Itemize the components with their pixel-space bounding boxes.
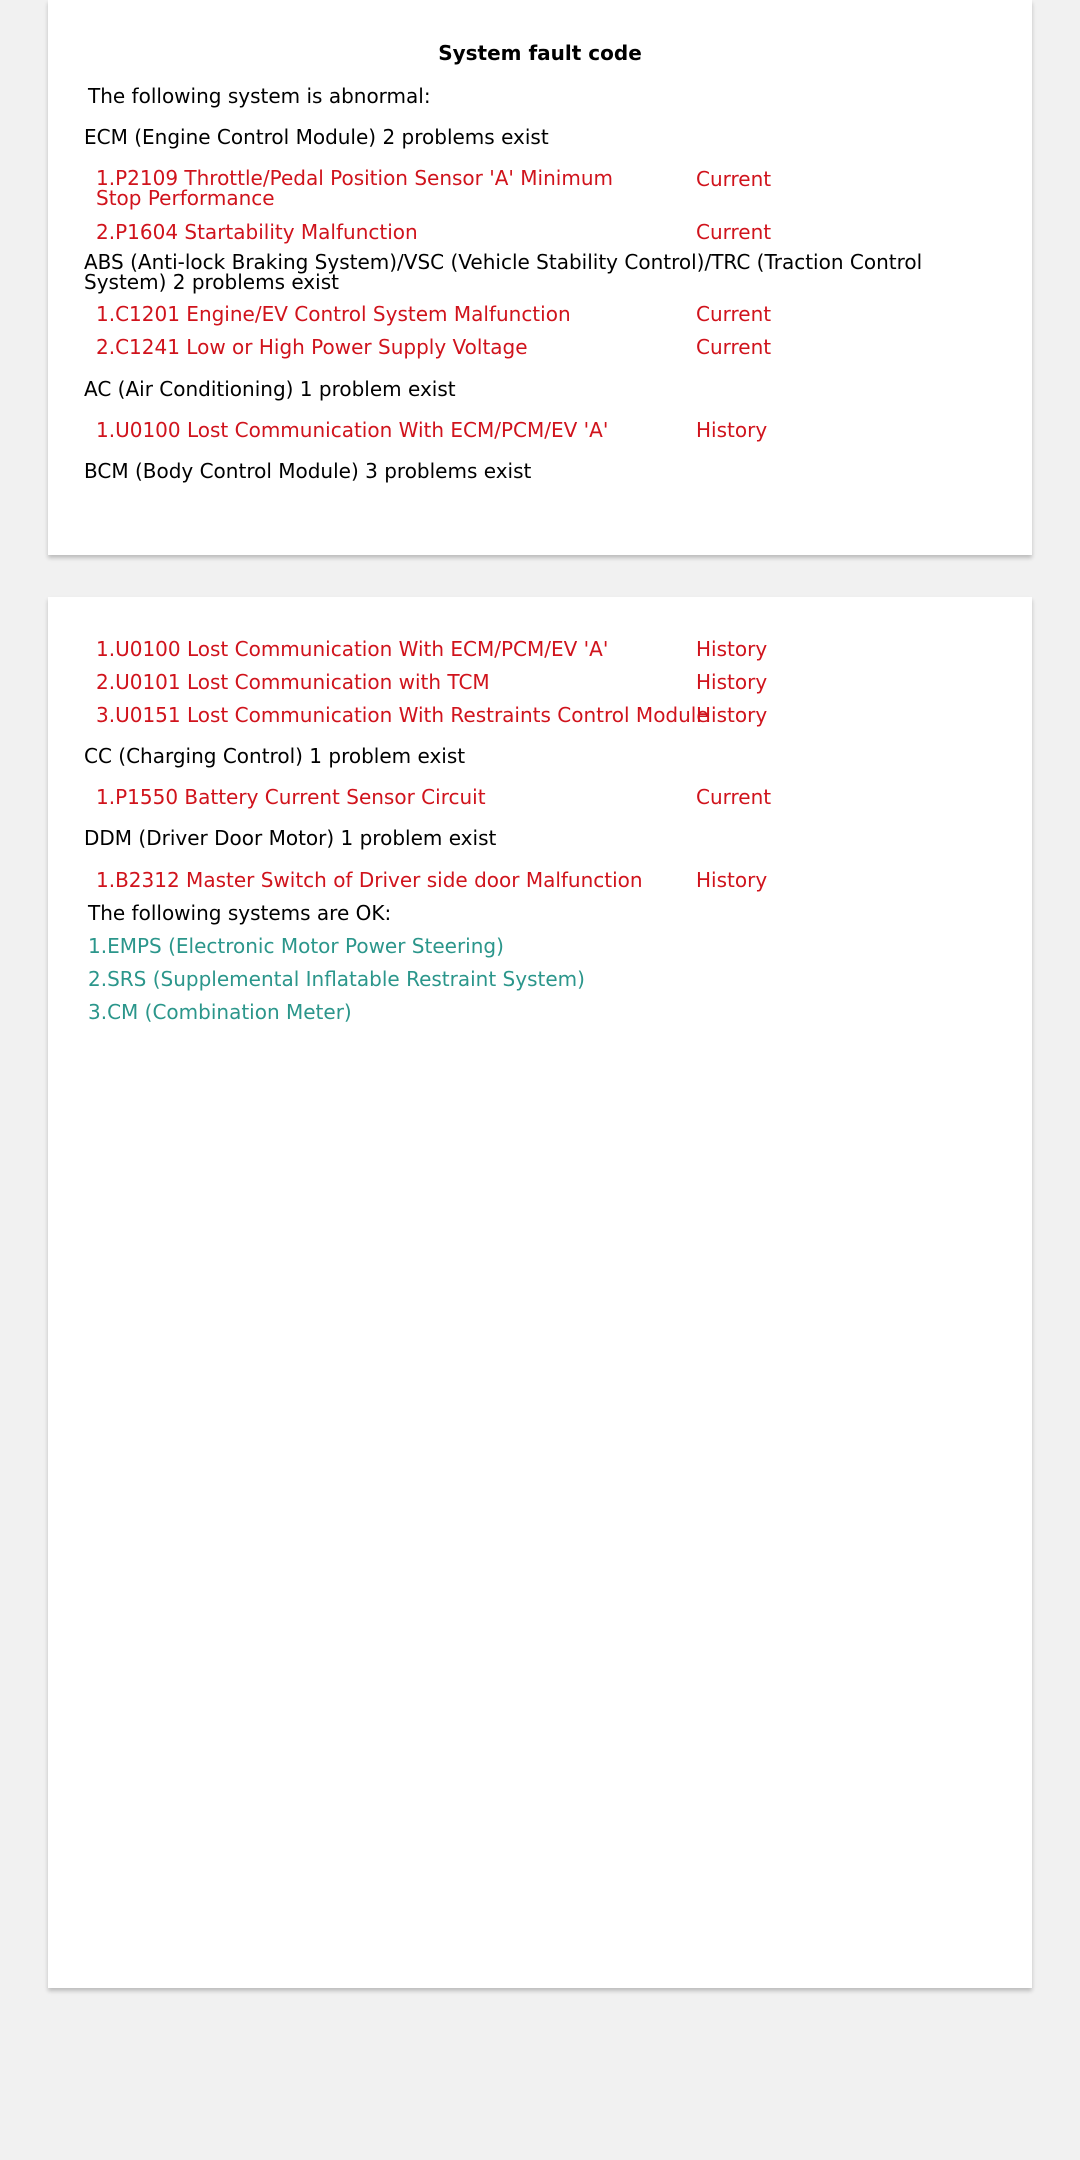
ok-system-item: 1.EMPS (Electronic Motor Power Steering) <box>88 934 504 958</box>
abnormal-intro: The following system is abnormal: <box>88 84 431 108</box>
system-heading-bcm: BCM (Body Control Module) 3 problems exist <box>84 459 532 483</box>
fault-code: 2.P1604 Startability Malfunction <box>96 220 418 244</box>
fault-status: Current <box>696 302 772 326</box>
fault-status: History <box>696 637 768 661</box>
report-page-2 <box>48 597 1032 1988</box>
fault-code: 1.U0100 Lost Communication With ECM/PCM/EV 'A' <box>96 418 609 442</box>
page-title: System fault code <box>438 41 642 65</box>
fault-code: 1.B2312 Master Switch of Driver side door Malfunction <box>96 868 643 892</box>
ok-intro: The following systems are OK: <box>88 901 392 925</box>
system-heading-abs: ABS (Anti-lock Braking System)/VSC (Vehicle Stability Control)/TRC (Traction Control System) 2 problems exist <box>84 250 923 294</box>
fault-code: 2.C1241 Low or High Power Supply Voltage <box>96 335 528 359</box>
ok-system-item: 3.CM (Combination Meter) <box>88 1000 352 1024</box>
fault-status: Current <box>696 785 772 809</box>
fault-status: History <box>696 868 768 892</box>
report-page-1 <box>48 0 1032 555</box>
fault-code: 1.U0100 Lost Communication With ECM/PCM/EV 'A' <box>96 637 609 661</box>
fault-status: Current <box>696 167 772 191</box>
fault-status: History <box>696 418 768 442</box>
fault-code: 2.U0101 Lost Communication with TCM <box>96 670 490 694</box>
fault-code: 3.U0151 Lost Communication With Restraints Control Module <box>96 703 709 727</box>
system-heading-cc: CC (Charging Control) 1 problem exist <box>84 744 466 768</box>
fault-status: History <box>696 670 768 694</box>
fault-code: 1.P1550 Battery Current Sensor Circuit <box>96 785 486 809</box>
system-heading-ac: AC (Air Conditioning) 1 problem exist <box>84 377 456 401</box>
fault-status: Current <box>696 335 772 359</box>
fault-status: Current <box>696 220 772 244</box>
system-heading-ddm: DDM (Driver Door Motor) 1 problem exist <box>84 826 497 850</box>
fault-code: 1.P2109 Throttle/Pedal Position Sensor 'A' Minimum Stop Performance <box>96 166 613 210</box>
fault-code: 1.C1201 Engine/EV Control System Malfunction <box>96 302 571 326</box>
fault-status: History <box>696 703 768 727</box>
ok-system-item: 2.SRS (Supplemental Inflatable Restraint System) <box>88 967 585 991</box>
system-heading-ecm: ECM (Engine Control Module) 2 problems exist <box>84 125 549 149</box>
